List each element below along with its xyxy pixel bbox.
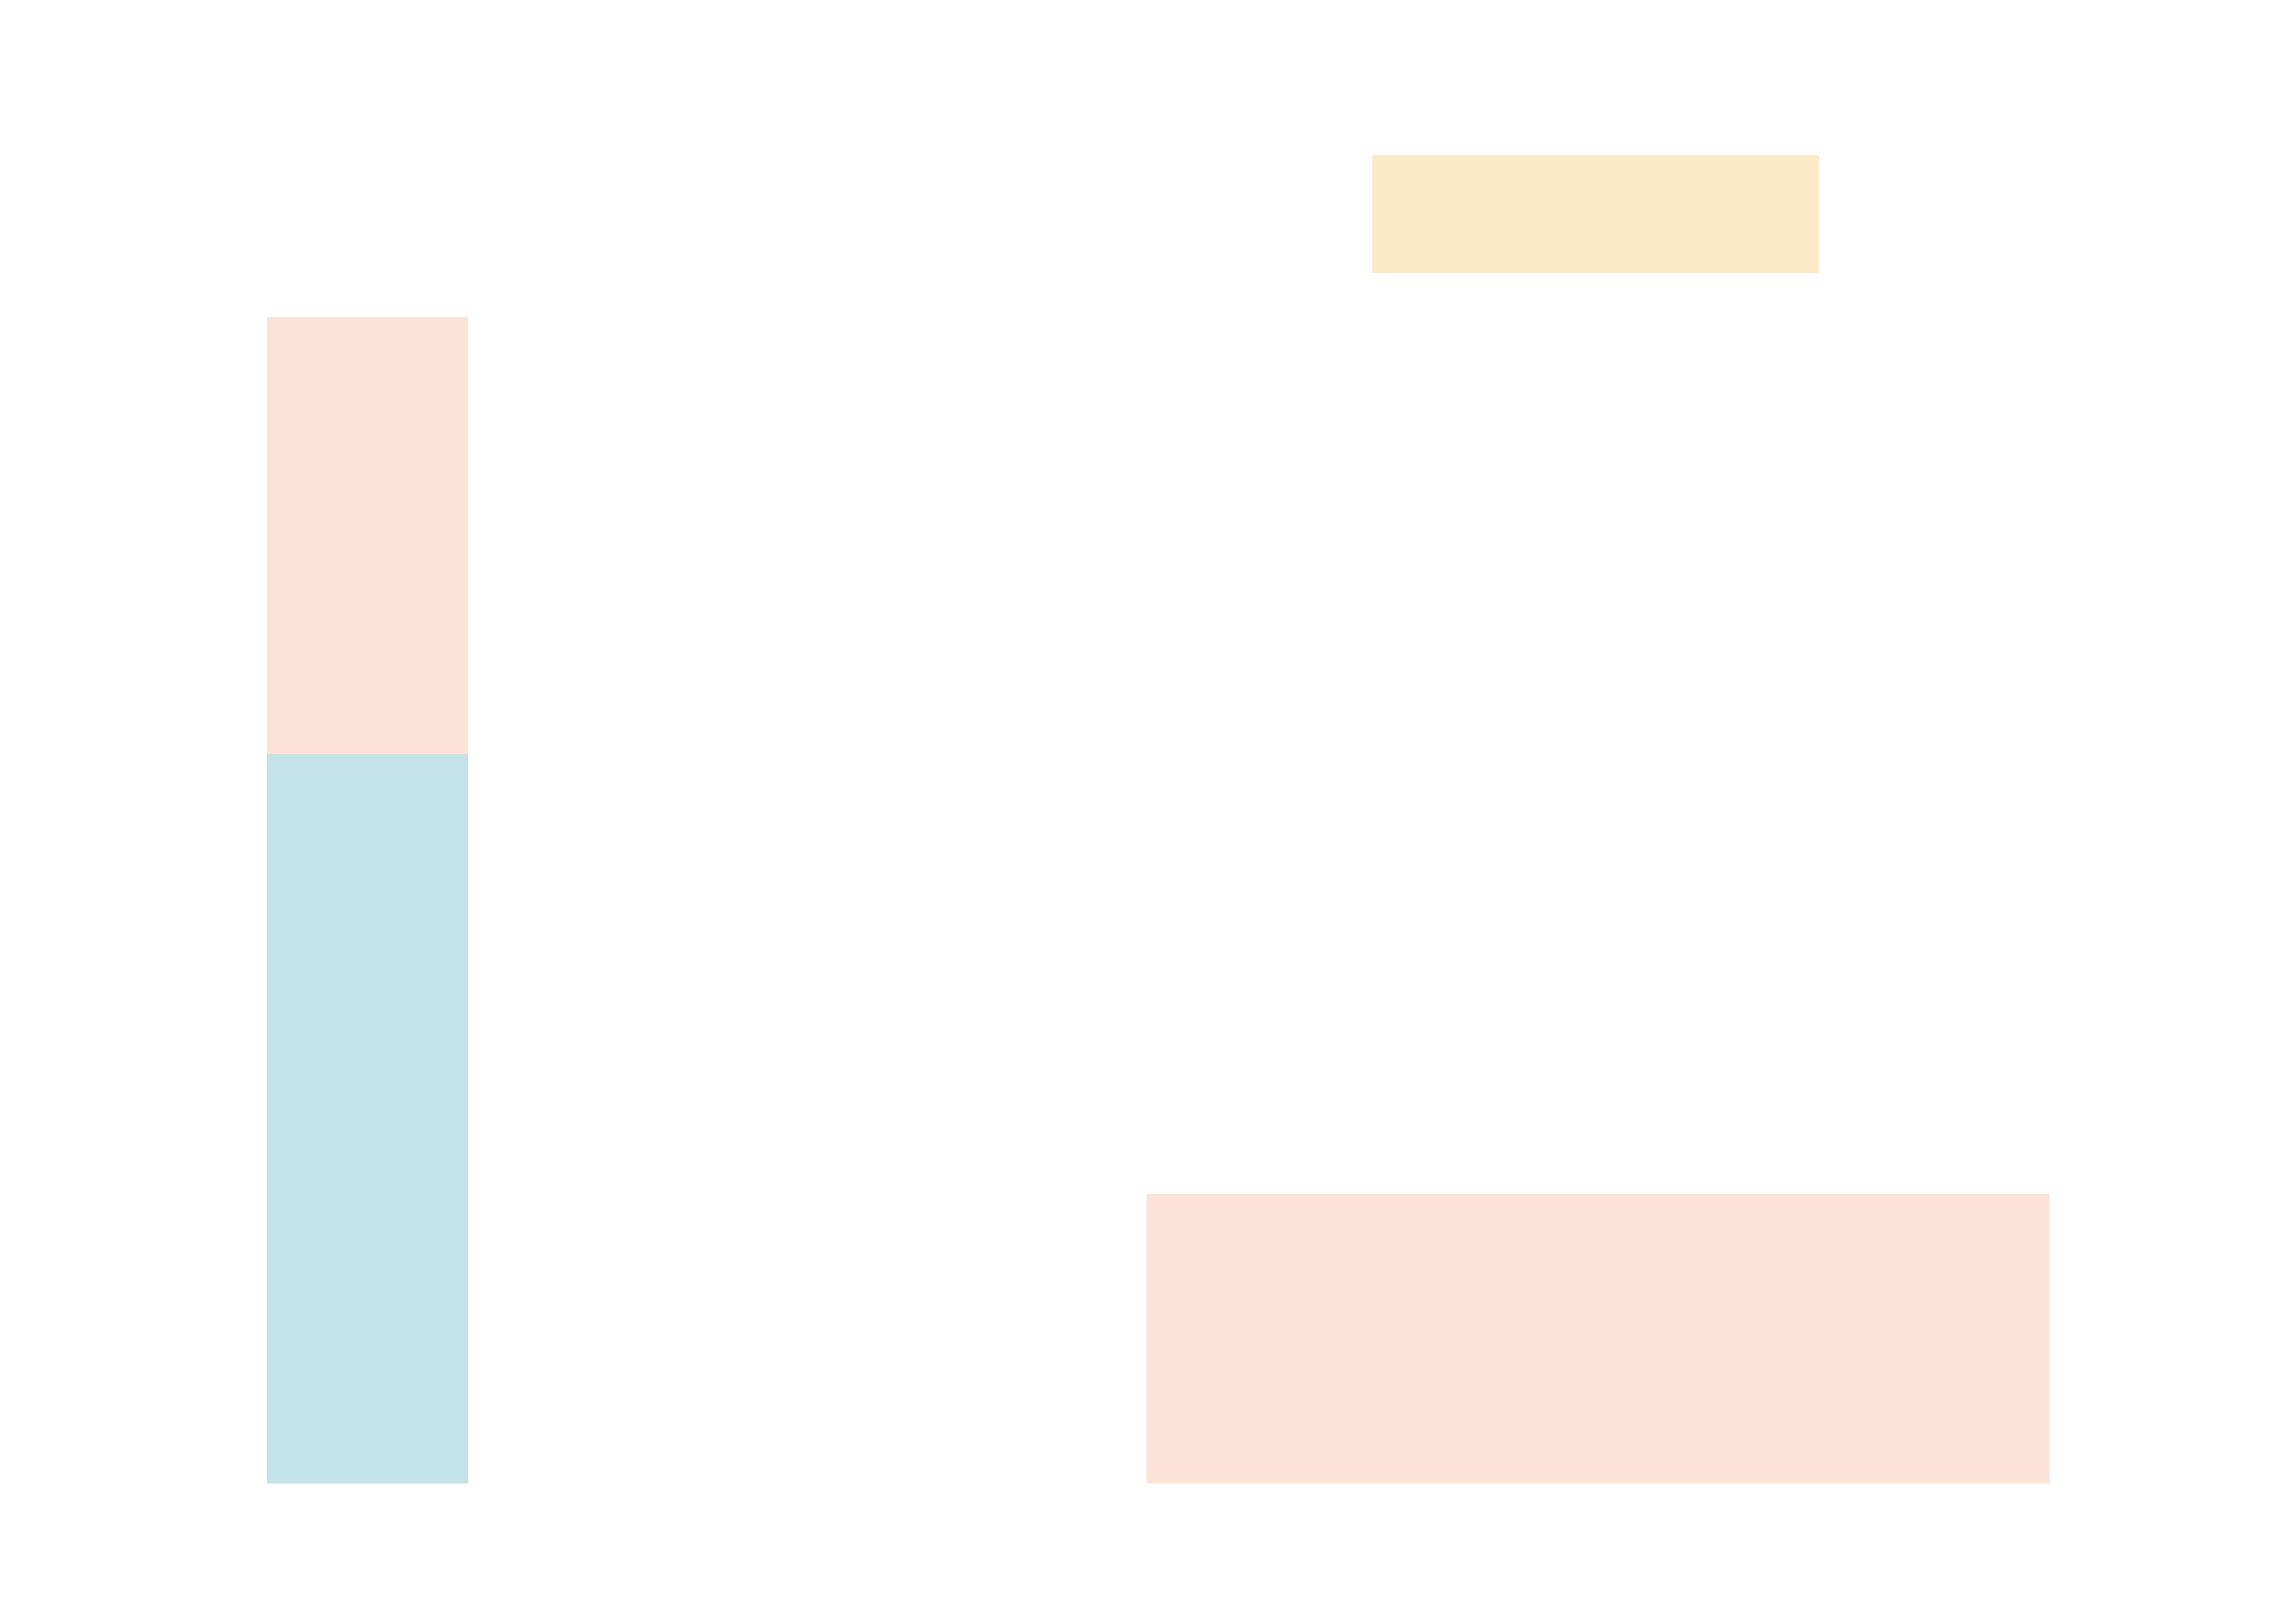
spacer	[267, 1194, 467, 1208]
bikou	[473, 1347, 1141, 1365]
spacer	[267, 344, 467, 357]
side-bg-kyo	[267, 754, 468, 1484]
side-month-kichi	[267, 489, 467, 503]
brand-title	[1372, 155, 1819, 273]
spacer	[473, 1347, 1141, 1365]
notes-bg	[1147, 1194, 2050, 1484]
spacer	[267, 489, 467, 503]
side-month-kyo	[267, 1194, 467, 1208]
spacer	[267, 634, 467, 648]
side-common-kichi	[267, 634, 467, 648]
side-year-kyo	[267, 830, 467, 843]
side-bg-kichi	[267, 317, 468, 754]
side-year-kichi	[267, 344, 467, 357]
spacer	[267, 830, 467, 843]
